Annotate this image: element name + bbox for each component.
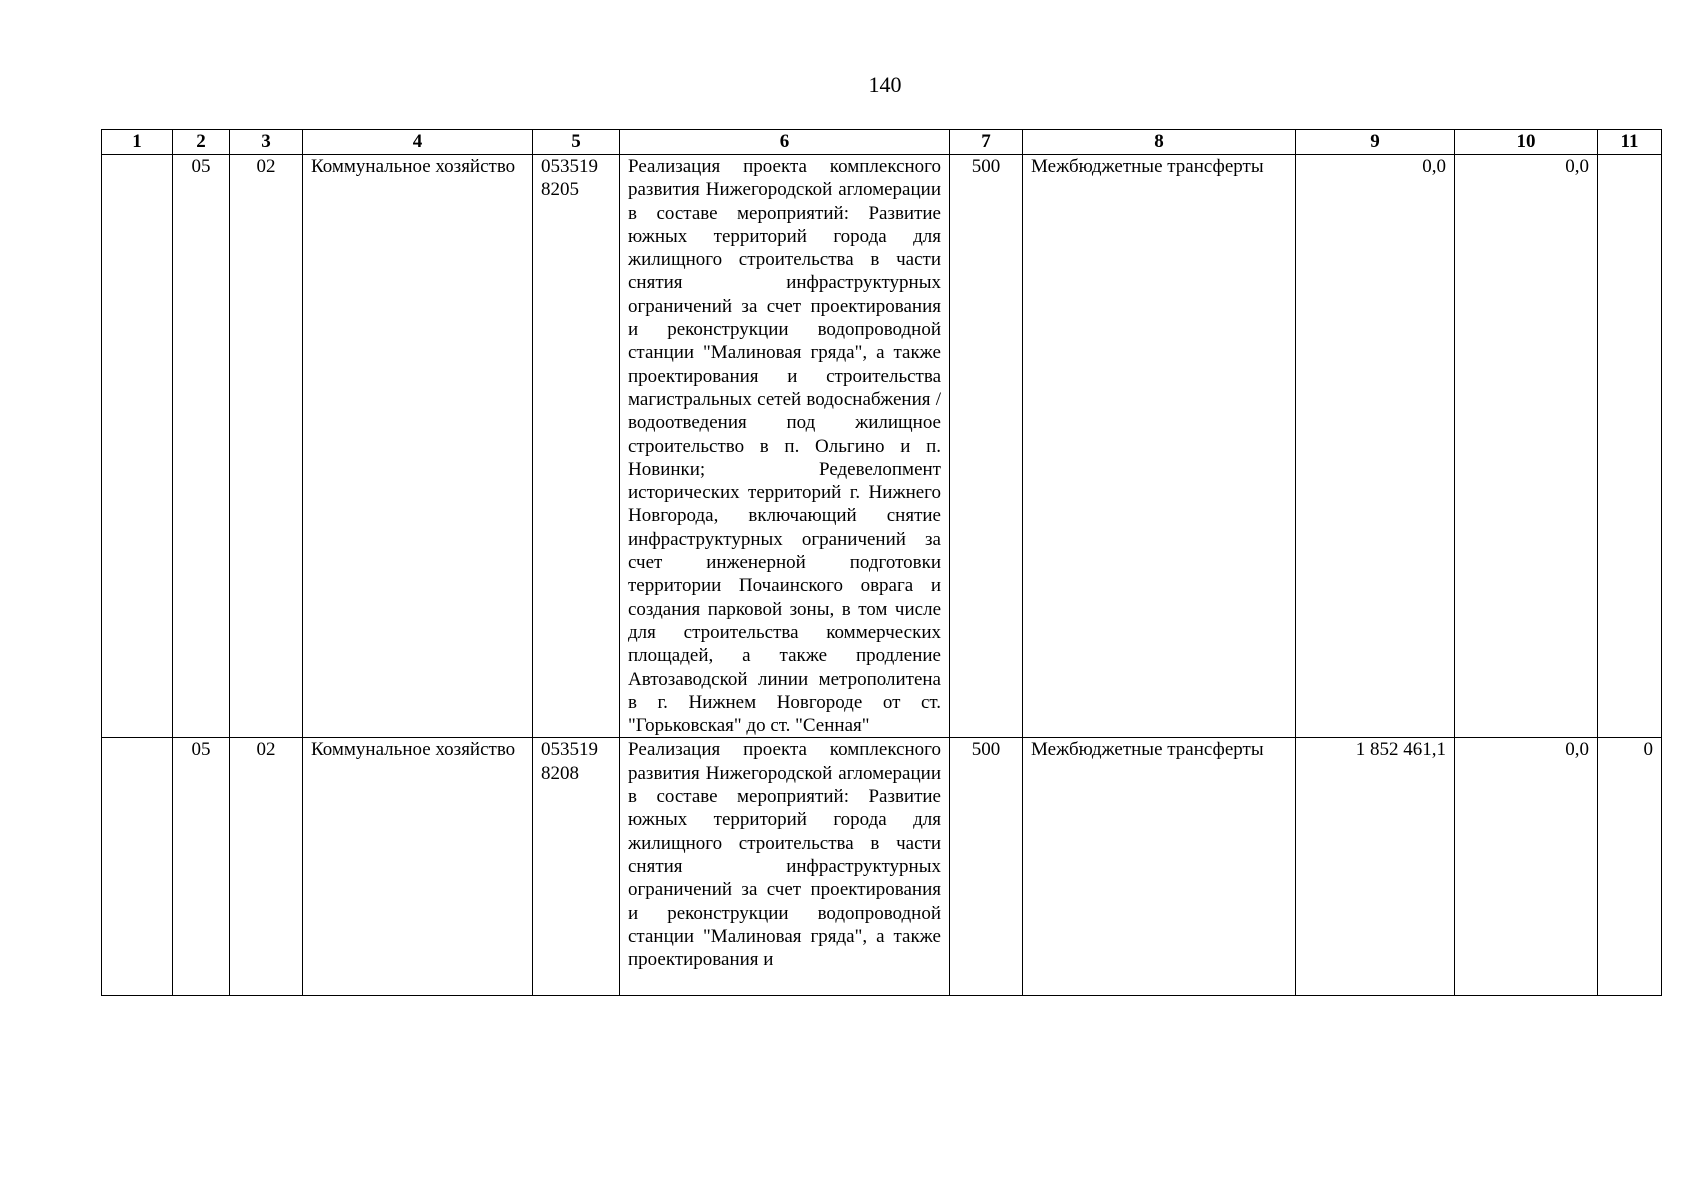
cell-section: 05 [173, 155, 230, 738]
cell-amount-9: 0,0 [1296, 155, 1455, 738]
col-header-4: 4 [303, 130, 533, 155]
cell-description: Реализация проекта комплексного развития Нижегородской агломерации в составе мероприятий: Развитие южных территорий города для жилищного строительства в части снятия инфраструктурных ограничений за счет проектирования и реконструкции водопроводной станции "Малиновая гряда", а также проектирования и строительства магистральных сетей водоснабжения / водоотведения под жилищное строительство в п. Ольгино и п. Новинки; Редевелопмент исторических территорий г. Нижнего Новгорода, включающий снятие инфраструктурных ограничений за счет инженерной подготовки территории Почаинского оврага и создания парковой зоны, в том числе для строительства коммерческих площадей, а также продление Автозаводской линии метрополитена в г. Нижнем Новгороде от ст. "Горьковская" до ст. "Сенная" [620, 155, 950, 738]
page-number: 140 [868, 72, 902, 97]
cell-expense-type: Межбюджетные трансферты [1023, 738, 1296, 996]
cell-name: Коммунальное хозяйство [303, 155, 533, 738]
cell-subsection: 02 [230, 738, 303, 996]
col-header-5: 5 [533, 130, 620, 155]
cell-amount-11: 0 [1598, 738, 1662, 996]
cell-amount-11 [1598, 155, 1662, 738]
cell-description [620, 738, 950, 996]
cell-expense-type: Межбюджетные трансферты [1023, 155, 1296, 738]
col-header-10: 10 [1455, 130, 1598, 155]
cell-expense-type-code: 500 [950, 738, 1023, 996]
col-header-3: 3 [230, 130, 303, 155]
target-code-part2: 8208 [541, 762, 579, 784]
cell-c1 [102, 155, 173, 738]
budget-table [101, 129, 1662, 996]
col-header-9: 9 [1296, 130, 1455, 155]
cell-target-code [533, 155, 620, 738]
target-code-part1: 053519 [541, 739, 598, 761]
col-header-6: 6 [620, 130, 950, 155]
target-code-part1: 053519 [541, 156, 598, 177]
cell-expense-type-code: 500 [950, 155, 1023, 738]
cell-amount-10: 0,0 [1455, 738, 1598, 996]
col-header-1: 1 [102, 130, 173, 155]
description-clip [628, 738, 941, 995]
col-header-7: 7 [950, 130, 1023, 155]
cell-subsection: 02 [230, 155, 303, 738]
cell-c1 [102, 738, 173, 996]
cell-name: Коммунальное хозяйство [303, 738, 533, 996]
col-header-2: 2 [173, 130, 230, 155]
cell-amount-9: 1 852 461,1 [1296, 738, 1455, 996]
description-text: Реализация проекта комплексного развития Нижегородской агломерации в составе мероприятий: Развитие южных территорий города для жилищного строительства в части снятия инфраструктурных ограничений за счет проектирования и реконструкции водопроводной станции "Малиновая гряда", а также проектирования и [628, 739, 941, 971]
table-row [102, 155, 1662, 738]
cell-section: 05 [173, 738, 230, 996]
cell-amount-10: 0,0 [1455, 155, 1598, 738]
target-code-part2: 8205 [541, 179, 579, 201]
cell-target-code [533, 738, 620, 996]
col-header-8: 8 [1023, 130, 1296, 155]
header-row [102, 130, 1662, 155]
col-header-11: 11 [1598, 130, 1662, 155]
table-row [102, 738, 1662, 996]
